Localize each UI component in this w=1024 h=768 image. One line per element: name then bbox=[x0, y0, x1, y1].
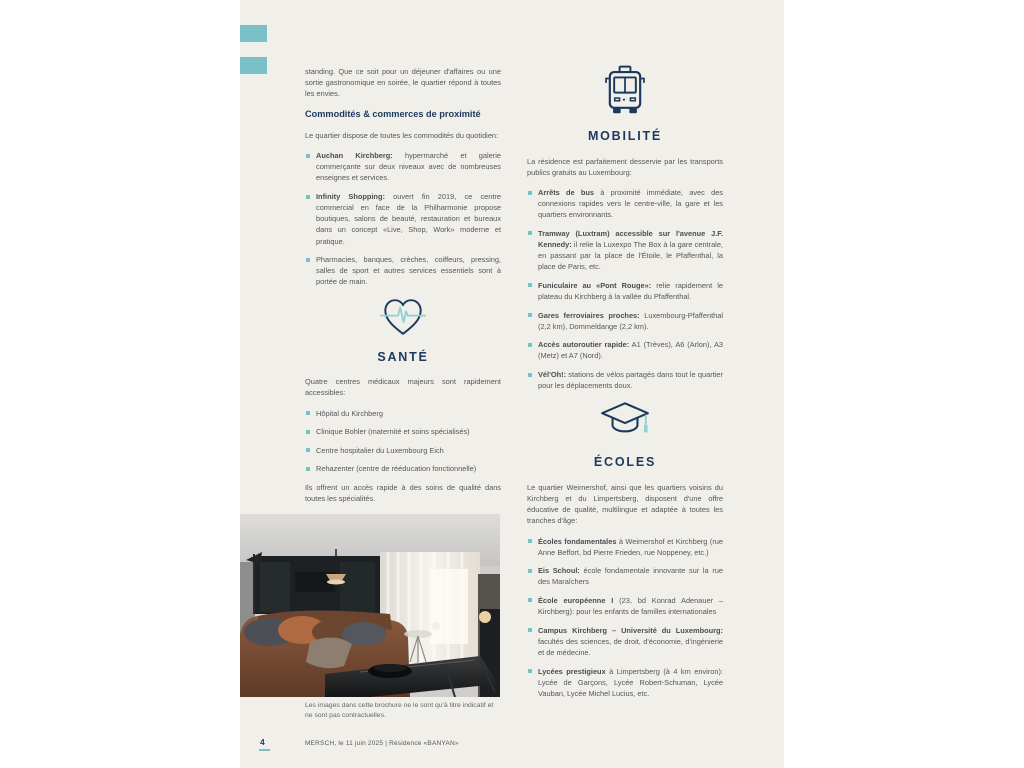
bullet-lead: Auchan Kirchberg: bbox=[316, 151, 393, 161]
teal-square-bullet-icon bbox=[528, 191, 532, 195]
interior-photo bbox=[240, 514, 500, 697]
heart-pulse-icon bbox=[380, 295, 426, 339]
list-item bbox=[305, 150, 501, 183]
teal-square-bullet-icon bbox=[528, 569, 532, 573]
list-item bbox=[527, 187, 723, 220]
teal-square-bullet-icon bbox=[528, 231, 532, 235]
bullet-lead: Eis Schoul: bbox=[538, 566, 580, 576]
list-item bbox=[527, 310, 723, 332]
bullet-lead: Infinity Shopping: bbox=[316, 192, 385, 202]
bullet-text: à Limpertsberg (à 4 km environ): Lycée de Garçons, Lycée Robert-Schuman, Lycée Vauban, Lycée Michel Lucius, etc. bbox=[538, 666, 723, 698]
footer-text: MERSCH, le 11 juin 2025 | Résidence «BANYAN» bbox=[305, 740, 459, 747]
list-item bbox=[527, 565, 723, 587]
teal-square-bullet-icon bbox=[306, 154, 310, 158]
bullet-lead: Gares ferroviaires proches: bbox=[538, 310, 640, 320]
commodites-heading: Commodités & commerces de proximité bbox=[305, 109, 481, 120]
teal-square-bullet-icon bbox=[306, 430, 310, 434]
photo-caption: Les images dans cette brochure ne le sont qu'à titre indicatif et ne sont pas contractuelles. bbox=[305, 702, 494, 720]
sante-outro: Ils offrent un accès rapide à des soins de qualité dans toutes les spécialités. bbox=[305, 482, 501, 504]
list-item bbox=[305, 254, 501, 287]
teal-square-bullet-icon bbox=[528, 628, 532, 632]
teal-square-bullet-icon bbox=[306, 467, 310, 471]
list-item bbox=[305, 426, 501, 437]
teal-square-bullet-icon bbox=[528, 669, 532, 673]
left-column bbox=[305, 66, 501, 513]
bullet-lead: École européenne I bbox=[538, 595, 614, 605]
bullet-text: Rehazenter (centre de rééducation fonctionnelle) bbox=[316, 464, 477, 474]
teal-square-bullet-icon bbox=[306, 195, 310, 199]
bullet-lead: Écoles fondamentales bbox=[538, 536, 617, 546]
teal-square-bullet-icon bbox=[528, 598, 532, 602]
graduation-cap-icon bbox=[598, 399, 652, 445]
list-item bbox=[527, 369, 723, 391]
teal-square-bullet-icon bbox=[306, 411, 310, 415]
bullet-text: Centre hospitalier du Luxembourg Eich bbox=[316, 445, 444, 455]
sante-heading: SANTÉ bbox=[377, 349, 429, 364]
list-item bbox=[527, 595, 723, 617]
bullet-lead: Funiculaire au «Pont Rouge»: bbox=[538, 280, 652, 290]
teal-square-bullet-icon bbox=[528, 283, 532, 287]
sante-paragraph: Quatre centres médicaux majeurs sont rapidement accessibles: bbox=[305, 377, 501, 398]
sante-list bbox=[305, 408, 501, 475]
bullet-text: ouvert fin 2019, ce centre commercial en face de la Philharmonie propose boutiques, salons de beauté, restauration et bureaux dans un concept «Live, Shop, Work» moderne et pratique. bbox=[316, 192, 501, 246]
teal-square-bullet-icon bbox=[528, 313, 532, 317]
list-item bbox=[527, 625, 723, 658]
list-item bbox=[527, 666, 723, 699]
teal-square-bullet-icon bbox=[306, 448, 310, 452]
right-column bbox=[527, 63, 723, 706]
intro-paragraph: standing. Que ce soit pour un déjeuner d'affaires ou une sortie gastronomique en soirée, le quartier répond à toutes les envies. bbox=[305, 67, 501, 99]
bullet-lead: Lycées prestigieux bbox=[538, 666, 606, 676]
bullet-text: A1 (Trèves), A6 (Arlon), A3 (Metz) et A7 (Nord). bbox=[538, 340, 723, 361]
list-item bbox=[527, 228, 723, 272]
commodites-paragraph: Le quartier dispose de toutes les commodités du quotidien: bbox=[305, 131, 499, 141]
list-item bbox=[305, 408, 501, 419]
mobilite-heading: MOBILITÉ bbox=[587, 129, 663, 144]
ecoles-icon-wrap bbox=[527, 399, 723, 448]
bullet-lead: Vél'Oh!: bbox=[538, 370, 567, 379]
bullet-text: à Weimershof et Kirchberg (rue Anne Beffort, bd Pierre Frieden, rue Noppeney, etc.) bbox=[538, 536, 723, 557]
list-item bbox=[305, 445, 501, 456]
mobilite-list bbox=[527, 187, 723, 391]
page-number: 4 bbox=[260, 737, 265, 747]
bullet-text: Luxembourg-Pfaffenthal (2,2 km), Dommeldange (2,2 km). bbox=[538, 310, 723, 331]
sante-icon-wrap bbox=[305, 295, 501, 342]
list-item bbox=[305, 463, 501, 474]
brochure-page bbox=[240, 0, 784, 768]
bullet-lead: Arrêts de bus bbox=[538, 188, 595, 198]
ecoles-heading: ÉCOLES bbox=[593, 455, 657, 470]
bullet-text: Hôpital du Kirchberg bbox=[316, 408, 383, 418]
teal-square-bullet-icon bbox=[306, 258, 310, 262]
mobilite-paragraph: La résidence est parfaitement desservie par les transports publics gratuits au Luxembourg: bbox=[527, 156, 723, 177]
list-item bbox=[527, 536, 723, 558]
bullet-lead: Tramway (Luxtram) accessible sur l'avenue J.F. Kennedy: bbox=[538, 228, 723, 250]
mobilite-icon-wrap bbox=[527, 63, 723, 122]
ecoles-paragraph: Le quartier Weimershof, ainsi que les quartiers voisins du Kirchberg et du Limpertsberg, disposent d'une offre éducative de qualité, multilingue et adaptée à toutes les tranches d'âge: bbox=[527, 483, 723, 526]
teal-square-bullet-icon bbox=[528, 539, 532, 543]
bullet-text: école fondamentale innovante sur la rue des Maraîchers bbox=[538, 566, 724, 587]
bullet-text: stations de vélos partagés dans tout le quartier pour les déplacements doux. bbox=[538, 370, 723, 391]
bullet-lead: Accès autoroutier rapide: bbox=[538, 340, 630, 350]
bullet-text: hypermarché et galerie commerçante sur deux niveaux avec de nombreuses enseignes et services. bbox=[316, 151, 501, 183]
teal-square-bullet-icon bbox=[528, 373, 532, 377]
bullet-text: Pharmacies, banques, crèches, coiffeurs, pressing, salles de sport et autres services essentiels sont à portée de main. bbox=[316, 255, 501, 287]
teal-accent-square bbox=[240, 25, 267, 42]
bullet-text: relie rapidement le plateau du Kirchberg à la vallée du Pfaffenthal. bbox=[538, 280, 723, 301]
bullet-text: à proximité immédiate, avec des connexions rapides vers le centre-ville, la gare et les quartiers environnants. bbox=[538, 188, 723, 220]
bullet-text: facultés des sciences, de droit, d'économie, d'ingénierie et de médecine. bbox=[538, 636, 723, 657]
list-item bbox=[305, 191, 501, 247]
bullet-lead: Campus Kirchberg – Université du Luxembourg: bbox=[538, 625, 723, 635]
page-number-underline bbox=[259, 749, 270, 751]
teal-accent-square bbox=[240, 57, 267, 74]
teal-square-bullet-icon bbox=[528, 343, 532, 347]
ecoles-list bbox=[527, 536, 723, 699]
commodites-list bbox=[305, 150, 501, 287]
list-item bbox=[527, 339, 723, 361]
bullet-text: Clinique Bohler (maternité et soins spécialisés) bbox=[316, 427, 470, 437]
list-item bbox=[527, 280, 723, 302]
bus-icon bbox=[599, 63, 651, 119]
bullet-text: (23, bd Konrad Adenauer – Kirchberg): pour les enfants de familles internationales bbox=[538, 595, 723, 617]
bullet-text: il relie la Luxexpo The Box à la gare centrale, en passant par la place de l'Étoile, le Pfaffenthal, la place de Paris, etc. bbox=[538, 240, 723, 272]
